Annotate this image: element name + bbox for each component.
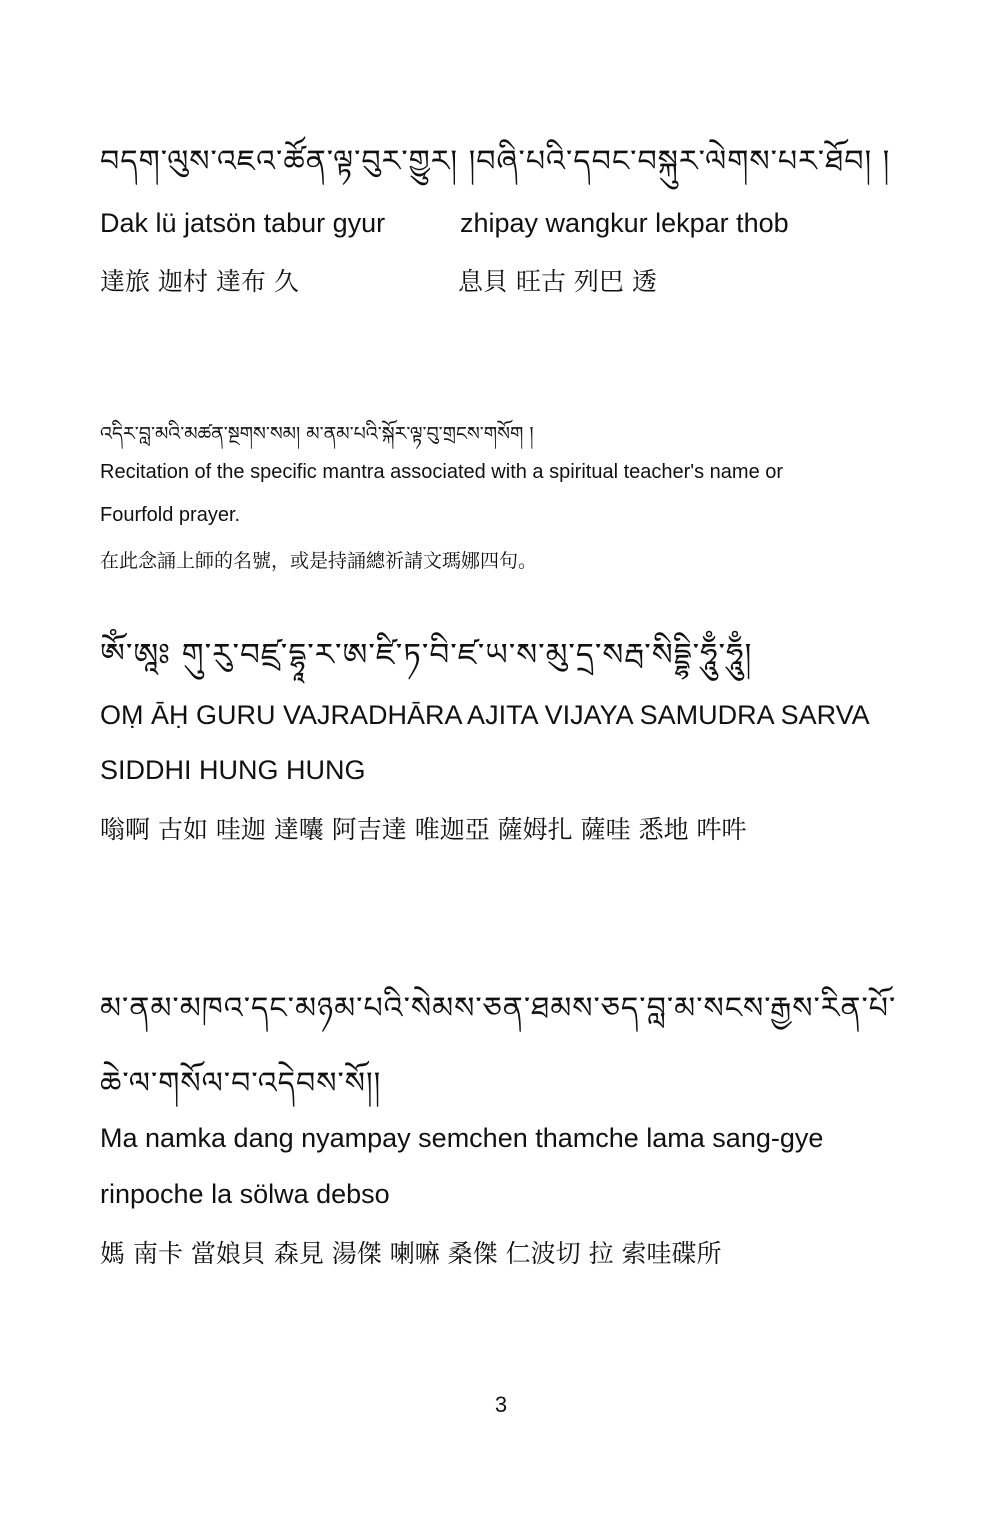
verse1-translit-left: Dak lü jatsön tabur gyur — [100, 208, 386, 238]
prayer-chinese: 媽 南卡 當娘貝 森見 湯傑 喇嘛 桑傑 仁波切 拉 索哇碟所 — [100, 1239, 722, 1268]
verse1-chinese-left: 達旅 迦村 達布 久 — [100, 267, 299, 296]
verse1-translit-right: zhipay wangkur lekpar thob — [460, 208, 789, 238]
prayer-tibetan-line2: ཆེ་ལ་གསོལ་བ་འདེབས་སོ།། — [100, 1066, 382, 1101]
mantra-chinese: 嗡啊 古如 哇迦 達囔 阿吉達 唯迦亞 薩姆扎 薩哇 悉地 吽吽 — [100, 815, 747, 844]
prayer-translit-line2: rinpoche la sölwa debso — [100, 1179, 390, 1209]
mantra-translit-line1: OṂ ĀḤ GURU VAJRADHĀRA AJITA VIJAYA SAMUDRA SARVA — [100, 700, 870, 730]
instruction-chinese: 在此念誦上師的名號，或是持誦總祈請文瑪娜四句。 — [100, 550, 538, 572]
verse1-chinese-right: 息貝 旺古 列巴 透 — [458, 267, 657, 296]
prayer-translit-line1: Ma namka dang nyampay semchen thamche lama sang-gye — [100, 1123, 824, 1153]
instruction-english-line2: Fourfold prayer. — [100, 504, 241, 526]
instruction-english-line1: Recitation of the specific mantra associated with a spiritual teacher's name or — [100, 461, 784, 483]
verse1-tibetan: བདག་ལུས་འཇའ་ཚོན་ལྟ་བུར་གྱུར། །བཞི་པའི་དབང་བསྐུར་ལེགས་པར་ཐོབ། ། — [100, 144, 891, 179]
mantra-tibetan: ཨོཾ་ཨཱཿ གུ་རུ་བཛྲ་དྷཱ་ར་ཨ་ཛི་ཏ་བི་ཛ་ཡ་ས་མུ་དྲ་སརྦ་སིདྡྷི་ཧཱུྃ་ཧཱུྃ། — [100, 637, 753, 673]
prayer-tibetan-line1: མ་ནམ་མཁའ་དང་མཉམ་པའི་སེམས་ཅན་ཐམས་ཅད་བླ་མ་སངས་རྒྱས་རིན་པོ་ — [100, 991, 897, 1026]
mantra-translit-line2: SIDDHI HUNG HUNG — [100, 755, 366, 785]
instruction-tibetan: འདིར་བླ་མའི་མཚན་སྔགས་སམ། མ་ནམ་པའི་སྐོར་ལྟ་བུ་གྲངས་གསོག ། — [100, 423, 534, 445]
page-number: 3 — [494, 1392, 508, 1417]
